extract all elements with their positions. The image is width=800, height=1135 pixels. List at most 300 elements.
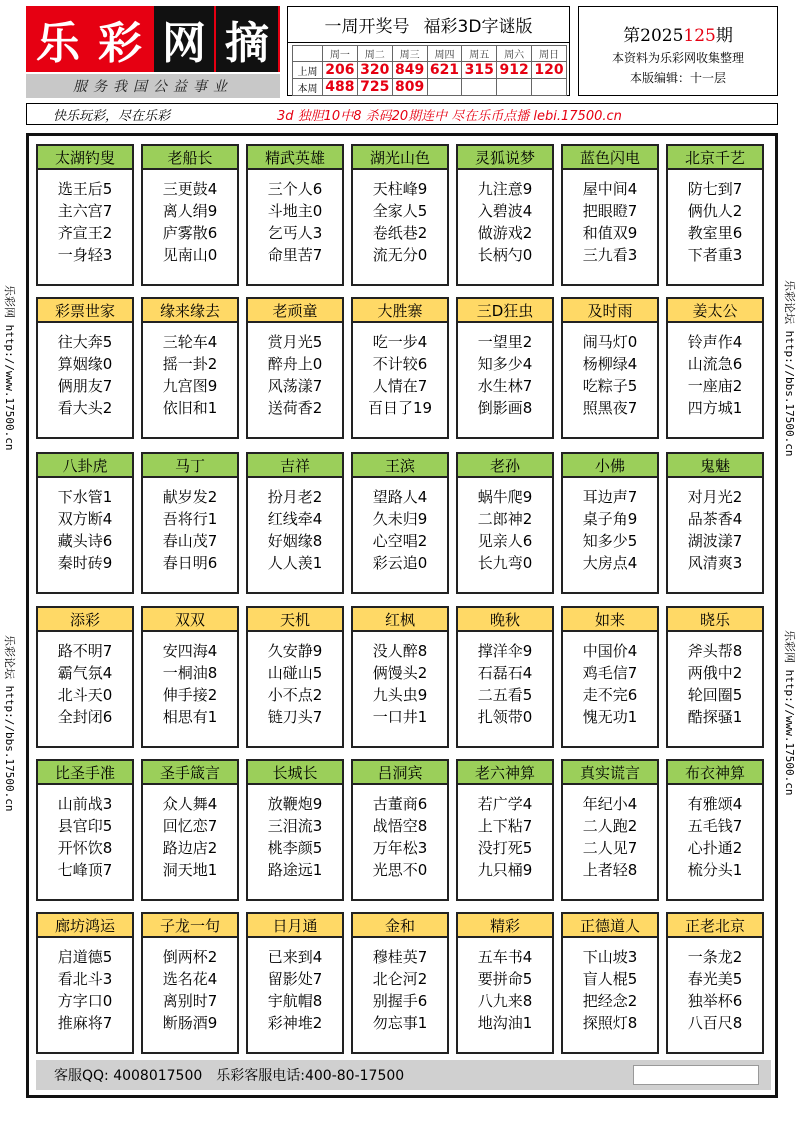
riddle-line: 风清爽3 — [687, 554, 743, 572]
riddle-card — [141, 297, 239, 439]
riddle-line: 全家人5 — [372, 202, 428, 220]
riddle-line: 宇航帽8 — [267, 992, 323, 1010]
riddle-lines — [353, 486, 447, 574]
riddle-line: 九只桶9 — [477, 861, 533, 879]
riddle-card — [666, 759, 764, 901]
riddle-line: 蜗牛爬9 — [477, 488, 533, 506]
riddle-line: 摇一卦2 — [162, 355, 218, 373]
riddle-author: 正德道人 — [563, 914, 657, 938]
draw-number: 206 — [323, 62, 358, 79]
riddle-card — [666, 297, 764, 439]
riddle-line: 安四海4 — [162, 642, 218, 660]
riddle-line: 俩馒头2 — [372, 664, 428, 682]
riddle-line: 下山坡3 — [582, 948, 638, 966]
riddle-card — [351, 759, 449, 901]
riddle-line: 山碰山5 — [267, 664, 323, 682]
riddle-card — [666, 452, 764, 594]
riddle-line: 众人舞4 — [162, 795, 218, 813]
riddle-line: 教室里6 — [687, 224, 743, 242]
riddle-lines — [38, 640, 132, 728]
side-text-right-bottom: 乐彩网 http://www.17500.cn — [783, 630, 796, 796]
riddle-line: 红线牵4 — [267, 510, 323, 528]
riddle-author: 姜太公 — [668, 299, 762, 323]
riddle-line: 方字口0 — [57, 992, 113, 1010]
riddle-line: 一口井1 — [372, 708, 428, 726]
riddle-line: 洞天地1 — [162, 861, 218, 879]
draw-number — [427, 79, 462, 96]
riddle-line: 古董商6 — [372, 795, 428, 813]
riddle-line: 中国价4 — [582, 642, 638, 660]
riddle-line: 光思不0 — [372, 861, 428, 879]
riddle-lines — [143, 178, 237, 266]
riddle-author: 精彩 — [458, 914, 552, 938]
riddle-line: 齐宣王2 — [57, 224, 113, 242]
riddle-author: 吕洞宾 — [353, 761, 447, 785]
riddle-lines — [248, 640, 342, 728]
riddle-line: 下水管1 — [57, 488, 113, 506]
riddle-line: 一桐油8 — [162, 664, 218, 682]
riddle-line: 赏月光5 — [267, 333, 323, 351]
riddle-line: 山前战3 — [57, 795, 113, 813]
riddle-lines — [668, 486, 762, 574]
riddle-line: 心扑通2 — [687, 839, 743, 857]
riddle-lines — [38, 331, 132, 419]
riddle-line: 轮回圈5 — [687, 686, 743, 704]
riddle-card — [561, 297, 659, 439]
issue-editor: 本版编辑：十一层 — [629, 71, 726, 85]
riddle-author: 长城长 — [248, 761, 342, 785]
riddle-author: 小佛 — [563, 454, 657, 478]
riddle-lines — [668, 178, 762, 266]
riddle-line: 战悟空8 — [372, 817, 428, 835]
riddle-lines — [248, 486, 342, 574]
riddle-line: 倒影画8 — [477, 399, 533, 417]
riddle-line: 春山茂7 — [162, 532, 218, 550]
draw-table — [292, 45, 567, 96]
riddle-card — [36, 759, 134, 901]
side-text-left-top: 乐彩网 http://www.17500.cn — [3, 285, 16, 451]
riddle-line: 双方断4 — [57, 510, 113, 528]
riddle-author: 圣手箴言 — [143, 761, 237, 785]
riddle-author: 晓乐 — [668, 608, 762, 632]
riddle-lines — [143, 640, 237, 728]
riddle-line: 防七到7 — [687, 180, 743, 198]
riddle-lines — [563, 640, 657, 728]
riddle-author: 比圣手准 — [38, 761, 132, 785]
riddle-card — [561, 144, 659, 286]
riddle-line: 献岁发2 — [162, 488, 218, 506]
riddle-line: 上下粘7 — [477, 817, 533, 835]
riddle-line: 一望里2 — [477, 333, 533, 351]
side-text-right-top: 乐彩论坛 http://bbs.17500.cn — [783, 280, 796, 457]
riddle-line: 酷探骚1 — [687, 708, 743, 726]
riddle-card — [456, 759, 554, 901]
draw-title-right: 福彩3D字谜版 — [423, 17, 533, 37]
riddle-line: 闹马灯0 — [582, 333, 638, 351]
riddle-line: 大房点4 — [582, 554, 638, 572]
draw-number — [497, 79, 532, 96]
riddle-line: 算姻缘0 — [57, 355, 113, 373]
riddle-line: 推麻将7 — [57, 1014, 113, 1032]
riddle-line: 一条龙2 — [687, 948, 743, 966]
riddle-line: 好姻缘8 — [267, 532, 323, 550]
riddle-lines — [143, 486, 237, 574]
riddle-author: 三D狂虫 — [458, 299, 552, 323]
riddle-card — [141, 452, 239, 594]
riddle-line: 流无分0 — [372, 246, 428, 264]
issue-note: 本资料为乐彩网收集整理 — [611, 51, 744, 65]
riddle-card — [141, 144, 239, 286]
riddle-lines — [563, 178, 657, 266]
riddle-card — [36, 452, 134, 594]
riddle-lines — [563, 793, 657, 881]
draw-row-this-week — [293, 79, 567, 96]
riddle-lines — [143, 331, 237, 419]
riddle-lines — [353, 178, 447, 266]
riddle-line: 湖波漾7 — [687, 532, 743, 550]
riddle-line: 春光美5 — [687, 970, 743, 988]
riddle-author: 正老北京 — [668, 914, 762, 938]
riddle-card — [456, 606, 554, 748]
riddle-line: 两俄中2 — [687, 664, 743, 682]
riddle-line: 送荷香2 — [267, 399, 323, 417]
riddle-line: 县官印5 — [57, 817, 113, 835]
riddle-lines — [668, 946, 762, 1034]
riddle-card — [36, 144, 134, 286]
riddle-author: 湖光山色 — [353, 146, 447, 170]
riddle-card — [36, 297, 134, 439]
riddle-line: 相思有1 — [162, 708, 218, 726]
riddle-author: 鬼魅 — [668, 454, 762, 478]
riddle-author: 红枫 — [353, 608, 447, 632]
riddle-card — [666, 606, 764, 748]
day-header: 周二 — [357, 46, 392, 62]
riddle-lines — [38, 178, 132, 266]
draw-number: 849 — [392, 62, 427, 79]
riddle-card — [456, 144, 554, 286]
riddle-line: 一座庙2 — [687, 377, 743, 395]
riddle-card — [456, 912, 554, 1054]
riddle-line: 把眼瞪7 — [582, 202, 638, 220]
riddle-line: 启道德5 — [57, 948, 113, 966]
riddle-lines — [38, 486, 132, 574]
riddle-card — [246, 452, 344, 594]
riddle-line: 二郎神2 — [477, 510, 533, 528]
riddle-line: 链刀头7 — [267, 708, 323, 726]
draw-title-left: 一周开奖号 — [324, 17, 410, 37]
riddle-line: 久未归9 — [372, 510, 428, 528]
riddle-line: 撑洋伞9 — [477, 642, 533, 660]
riddle-line: 若广学4 — [477, 795, 533, 813]
riddle-line: 三泪流3 — [267, 817, 323, 835]
draw-number: 320 — [357, 62, 392, 79]
riddle-author: 吉祥 — [248, 454, 342, 478]
logo-char: 摘 — [216, 6, 278, 72]
riddle-line: 乞丐人3 — [267, 224, 323, 242]
riddle-author: 太湖钓叟 — [38, 146, 132, 170]
logo-char: 乐 — [36, 18, 80, 69]
riddle-card — [351, 297, 449, 439]
draw-header-row — [293, 46, 567, 62]
riddle-line: 吾将行1 — [162, 510, 218, 528]
riddle-author: 子龙一句 — [143, 914, 237, 938]
riddle-line: 独举杯6 — [687, 992, 743, 1010]
riddle-card — [246, 297, 344, 439]
riddle-line: 做游戏2 — [477, 224, 533, 242]
riddle-line: 探照灯8 — [582, 1014, 638, 1032]
promo-banner — [26, 103, 778, 125]
riddle-line: 年纪小4 — [582, 795, 638, 813]
footer-blank-box — [633, 1065, 759, 1085]
riddle-card — [36, 912, 134, 1054]
riddle-author: 马丁 — [143, 454, 237, 478]
riddle-card — [141, 759, 239, 901]
riddle-card — [246, 144, 344, 286]
riddle-line: 看大头2 — [57, 399, 113, 417]
riddle-line: 入碧波4 — [477, 202, 533, 220]
riddle-author: 如来 — [563, 608, 657, 632]
riddle-line: 二人跑2 — [582, 817, 638, 835]
riddle-lines — [458, 946, 552, 1034]
footer-phone: 乐彩客服电话:400-80-17500 — [216, 1068, 405, 1084]
riddle-line: 斗地主0 — [267, 202, 323, 220]
draw-number: 725 — [357, 79, 392, 96]
riddle-line: 三轮车4 — [162, 333, 218, 351]
issue-suffix: 期 — [715, 26, 733, 46]
riddle-lines — [458, 331, 552, 419]
logo-char: 彩 — [98, 18, 142, 69]
riddle-line: 卷纸巷2 — [372, 224, 428, 242]
riddle-line: 选名花4 — [162, 970, 218, 988]
riddle-line: 知多少4 — [477, 355, 533, 373]
day-header: 周四 — [427, 46, 462, 62]
riddle-line: 梳分头1 — [687, 861, 743, 879]
riddle-line: 心空唱2 — [372, 532, 428, 550]
riddle-author: 王滨 — [353, 454, 447, 478]
riddle-author: 布衣神算 — [668, 761, 762, 785]
draw-number — [462, 79, 497, 96]
riddle-lines — [563, 946, 657, 1034]
riddle-card — [246, 912, 344, 1054]
riddle-card — [141, 912, 239, 1054]
riddle-line: 有雅颂4 — [687, 795, 743, 813]
riddle-lines — [458, 178, 552, 266]
draw-corner — [293, 46, 323, 62]
weekly-draw-panel — [287, 6, 570, 96]
riddle-line: 走不完6 — [582, 686, 638, 704]
riddle-line: 品茶香4 — [687, 510, 743, 528]
riddle-line: 放鞭炮9 — [267, 795, 323, 813]
riddle-line: 北斗天0 — [57, 686, 113, 704]
riddle-line: 伸手接2 — [162, 686, 218, 704]
riddle-line: 上者轻8 — [582, 861, 638, 879]
riddle-line: 往大奔5 — [57, 333, 113, 351]
riddle-line: 小不点2 — [267, 686, 323, 704]
riddle-line: 鸡毛信7 — [582, 664, 638, 682]
riddle-author: 精武英雄 — [248, 146, 342, 170]
riddle-lines — [458, 640, 552, 728]
riddle-line: 八九来8 — [477, 992, 533, 1010]
riddle-line: 桌子角9 — [582, 510, 638, 528]
riddle-line: 全封闭6 — [57, 708, 113, 726]
riddle-lines — [458, 793, 552, 881]
riddle-lines — [458, 486, 552, 574]
riddle-author: 蓝色闪电 — [563, 146, 657, 170]
riddle-line: 北仑河2 — [372, 970, 428, 988]
riddle-card — [561, 606, 659, 748]
riddle-line: 四方城1 — [687, 399, 743, 417]
draw-number: 809 — [392, 79, 427, 96]
riddle-line: 要拼命5 — [477, 970, 533, 988]
riddle-line: 主六宫7 — [57, 202, 113, 220]
riddle-line: 吃粽子5 — [582, 377, 638, 395]
riddle-line: 俩仇人2 — [687, 202, 743, 220]
riddle-line: 命里苦7 — [267, 246, 323, 264]
issue-panel — [578, 6, 778, 96]
riddle-line: 百日了19 — [367, 399, 433, 417]
riddle-lines — [563, 486, 657, 574]
riddle-line: 彩神堆2 — [267, 1014, 323, 1032]
riddle-line: 见亲人6 — [477, 532, 533, 550]
day-header: 周一 — [323, 46, 358, 62]
riddle-lines — [353, 640, 447, 728]
riddle-lines — [668, 640, 762, 728]
day-header: 周日 — [532, 46, 567, 62]
riddle-card — [246, 759, 344, 901]
riddle-line: 九宫图9 — [162, 377, 218, 395]
riddle-line: 庐雾散6 — [162, 224, 218, 242]
riddle-line: 彩云追0 — [372, 554, 428, 572]
riddle-line: 耳边声7 — [582, 488, 638, 506]
riddle-line: 三个人6 — [267, 180, 323, 198]
day-header: 周三 — [392, 46, 427, 62]
riddle-line: 下者重3 — [687, 246, 743, 264]
riddle-line: 路不明7 — [57, 642, 113, 660]
riddle-author: 添彩 — [38, 608, 132, 632]
footer-qq: 客服QQ: 4008017500 — [54, 1068, 203, 1084]
riddle-card — [351, 452, 449, 594]
riddle-board — [26, 133, 778, 1098]
draw-number: 488 — [323, 79, 358, 96]
riddle-line: 留影处7 — [267, 970, 323, 988]
riddle-lines — [143, 946, 237, 1034]
draw-title — [288, 7, 569, 43]
riddle-line: 穆桂英7 — [372, 948, 428, 966]
riddle-line: 离别时7 — [162, 992, 218, 1010]
riddle-line: 对月光2 — [687, 488, 743, 506]
riddle-line: 俩朋友7 — [57, 377, 113, 395]
riddle-line: 断肠酒9 — [162, 1014, 218, 1032]
riddle-author: 廊坊鸿运 — [38, 914, 132, 938]
riddle-card — [351, 912, 449, 1054]
riddle-line: 人人羡1 — [267, 554, 323, 572]
riddle-line: 长九弯0 — [477, 554, 533, 572]
riddle-lines — [248, 178, 342, 266]
riddle-lines — [38, 793, 132, 881]
riddle-line: 开怀饮8 — [57, 839, 113, 857]
riddle-card — [561, 912, 659, 1054]
riddle-line: 五毛钱7 — [687, 817, 743, 835]
riddle-author: 晚秋 — [458, 608, 552, 632]
riddle-line: 三更鼓4 — [162, 180, 218, 198]
riddle-line: 铃声作4 — [687, 333, 743, 351]
riddle-author: 老船长 — [143, 146, 237, 170]
riddle-line: 选王后5 — [57, 180, 113, 198]
riddle-line: 三九看3 — [582, 246, 638, 264]
logo — [26, 6, 280, 98]
riddle-line: 屋中间4 — [582, 180, 638, 198]
riddle-line: 路边店2 — [162, 839, 218, 857]
riddle-line: 离人绢9 — [162, 202, 218, 220]
riddle-line: 倒两杯2 — [162, 948, 218, 966]
riddle-author: 缘来缘去 — [143, 299, 237, 323]
riddle-line: 扮月老2 — [267, 488, 323, 506]
riddle-line: 照黑夜7 — [582, 399, 638, 417]
draw-row-last-week — [293, 62, 567, 79]
riddle-line: 望路人4 — [372, 488, 428, 506]
riddle-line: 见南山0 — [162, 246, 218, 264]
draw-number: 621 — [427, 62, 462, 79]
riddle-card — [456, 452, 554, 594]
riddle-line: 路途远1 — [267, 861, 323, 879]
issue-prefix: 第2025 — [623, 26, 684, 46]
riddle-line: 依旧和1 — [162, 399, 218, 417]
riddle-line: 二人见7 — [582, 839, 638, 857]
riddle-card — [351, 606, 449, 748]
header — [0, 0, 800, 100]
row-label: 本周 — [293, 79, 323, 96]
riddle-line: 勿忘事1 — [372, 1014, 428, 1032]
riddle-line: 五车书4 — [477, 948, 533, 966]
riddle-line: 知多少5 — [582, 532, 638, 550]
logo-char: 网 — [154, 6, 214, 72]
riddle-lines — [353, 946, 447, 1034]
riddle-card — [246, 606, 344, 748]
riddle-lines — [353, 331, 447, 419]
riddle-line: 没人醉8 — [372, 642, 428, 660]
riddle-line: 万年松3 — [372, 839, 428, 857]
footer-bar — [36, 1060, 771, 1090]
riddle-card — [351, 144, 449, 286]
riddle-line: 已来到4 — [267, 948, 323, 966]
riddle-author: 金和 — [353, 914, 447, 938]
riddle-line: 藏头诗6 — [57, 532, 113, 550]
day-header: 周五 — [462, 46, 497, 62]
riddle-line: 九头虫9 — [372, 686, 428, 704]
riddle-line: 石磊石4 — [477, 664, 533, 682]
riddle-author: 日月通 — [248, 914, 342, 938]
riddle-line: 一身轻3 — [57, 246, 113, 264]
riddle-card — [36, 606, 134, 748]
riddle-line: 愧无功1 — [582, 708, 638, 726]
riddle-author: 真实谎言 — [563, 761, 657, 785]
riddle-line: 春日明6 — [162, 554, 218, 572]
riddle-lines — [668, 331, 762, 419]
row-label: 上周 — [293, 62, 323, 79]
side-text-left-bottom: 乐彩论坛 http://bbs.17500.cn — [3, 635, 16, 812]
riddle-line: 把经念2 — [582, 992, 638, 1010]
riddle-line: 二五看5 — [477, 686, 533, 704]
riddle-author: 灵狐说梦 — [458, 146, 552, 170]
riddle-line: 山流急6 — [687, 355, 743, 373]
riddle-lines — [353, 793, 447, 881]
riddle-line: 回忆恋7 — [162, 817, 218, 835]
riddle-line: 秦时砖9 — [57, 554, 113, 572]
promo-link[interactable]: 3d 独胆10中8 杀码20期连中 尽在乐币点播 lebi.17500.cn — [277, 108, 622, 124]
riddle-card — [141, 606, 239, 748]
riddle-line: 长柄勺0 — [477, 246, 533, 264]
riddle-line: 久安静9 — [267, 642, 323, 660]
